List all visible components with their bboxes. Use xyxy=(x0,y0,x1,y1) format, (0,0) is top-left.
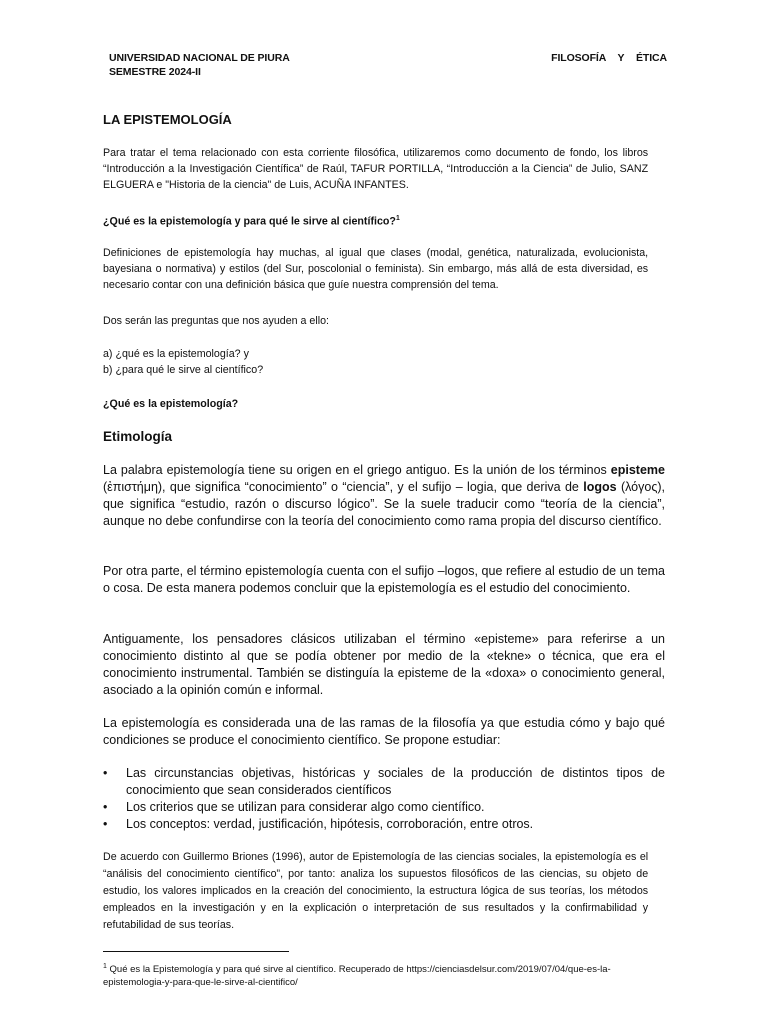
etym-text-3: (λόγος), que significa “estudio, razón o discurso lógico”. Se la suele traducir como “teoría de la ciencia”, aunque no debe confundirse con la teoría del conocimiento como rama propia del discurso científico. xyxy=(103,480,665,528)
etymology-paragraph-2: Por otra parte, el término epistemología cuenta con el sufijo –logos, que refiere al estudio de un tema o cosa. De esta manera podemos concluir que la epistemología es el estudio del conocimiento. xyxy=(103,564,665,595)
footnote-text: Qué es la Epistemología y para qué sirve al científico. Recuperado de https://cienciasdelsur.com/2019/07/04/que-es-la-epistemologia-y-para-que-le-sirve-al-cientifico/ xyxy=(103,964,611,989)
list-item: • Las circunstancias objetivas, históricas y sociales de la producción de distintos tipos de conocimiento que sean considerados científicos xyxy=(103,766,665,797)
header-semester: SEMESTRE 2024-II xyxy=(109,66,201,78)
bullet-icon: • xyxy=(103,800,108,814)
etymology-heading: Etimología xyxy=(103,429,173,444)
header-course: FILOSOFÍA Y ÉTICA xyxy=(551,52,667,64)
question-b: b) ¿para qué le sirve al científico? xyxy=(103,364,264,376)
list-item: • Los conceptos: verdad, justificación, hipótesis, corroboración, entre otros. xyxy=(103,817,534,831)
etym-text-1: La palabra epistemología tiene su origen en el griego antiguo. Es la unión de los términos xyxy=(103,463,611,477)
etymology-paragraph-4: La epistemología es considerada una de las ramas de la filosofía ya que estudia cómo y bajo qué condiciones se produce el conocimiento científico. Se propone estudiar: xyxy=(103,716,665,747)
footnote-reference: 1 xyxy=(395,215,400,222)
header-university: UNIVERSIDAD NACIONAL DE PIURA xyxy=(109,52,290,64)
bullet-icon: • xyxy=(103,817,108,831)
question-heading-text: ¿Qué es la epistemología y para qué le sirve al científico? xyxy=(103,215,396,228)
footnote-mark: 1 xyxy=(103,963,107,970)
etym-text-2: (ἐπιστήμη), que significa “conocimiento” o “ciencia”, y el sufijo – logia, que deriva de xyxy=(103,480,584,494)
briones-paragraph: De acuerdo con Guillermo Briones (1996), autor de Epistemología de las ciencias sociales, la epistemología es el “análisis del conocimiento científico”, por tanto: analiza los supuestos filosóficos de las ciencias, su objeto de estudio, los valores implicados en la creación del conocimiento, la estructura lógica de sus teorías, los métodos empleados en la investigación y en la explicación o interpretación de sus resultados y la confirmabilidad y refutabilidad de sus teorías. xyxy=(103,851,649,931)
definitions-paragraph: Definiciones de epistemología hay muchas, al igual que clases (modal, genética, naturalizada, evolucionista, bayesiana o normativa) y estilos (del Sur, poscolonial o feminista). Sin embargo, más allá de esta diversidad, es necesario contar con una definición básica que guíe nuestra comprensión del tema. xyxy=(103,247,649,291)
study-list xyxy=(103,765,665,833)
footnote-divider xyxy=(103,951,289,952)
document-title: LA EPISTEMOLOGÍA xyxy=(103,112,232,127)
question-heading xyxy=(103,211,648,230)
header-institution xyxy=(109,51,290,79)
bullet-icon: • xyxy=(103,766,108,780)
list-item: • Los criterios que se utilizan para considerar algo como científico. xyxy=(103,800,485,814)
footnote xyxy=(103,960,665,989)
term-logos: logos xyxy=(583,480,617,494)
question-a: a) ¿qué es la epistemología? y xyxy=(103,348,249,360)
intro-paragraph: Para tratar el tema relacionado con esta corriente filosófica, utilizaremos como documento de fondo, los libros “Introducción a la Investigación Científica” de Raúl, TAFUR PORTILLA, “Introducción a la Ciencia” de Julio, SANZ ELGUERA e "Historia de la ciencia" de Luis, ACUÑA INFANTES. xyxy=(103,147,649,191)
etymology-paragraph-1 xyxy=(103,462,665,530)
subheading: ¿Qué es la epistemología? xyxy=(103,398,239,410)
etymology-paragraph-3: Antiguamente, los pensadores clásicos utilizaban el término «episteme» para referirse a un conocimiento distinto al que se podía obtener por medio de la «tekne» o técnica, que era el conocimiento instrumental. También se distinguía la episteme de la «doxa» o conocimiento general, asociado a la opinión común e informal. xyxy=(103,632,665,697)
term-episteme: episteme xyxy=(610,463,665,477)
two-questions-intro: Dos serán las preguntas que nos ayuden a ello: xyxy=(103,315,330,327)
